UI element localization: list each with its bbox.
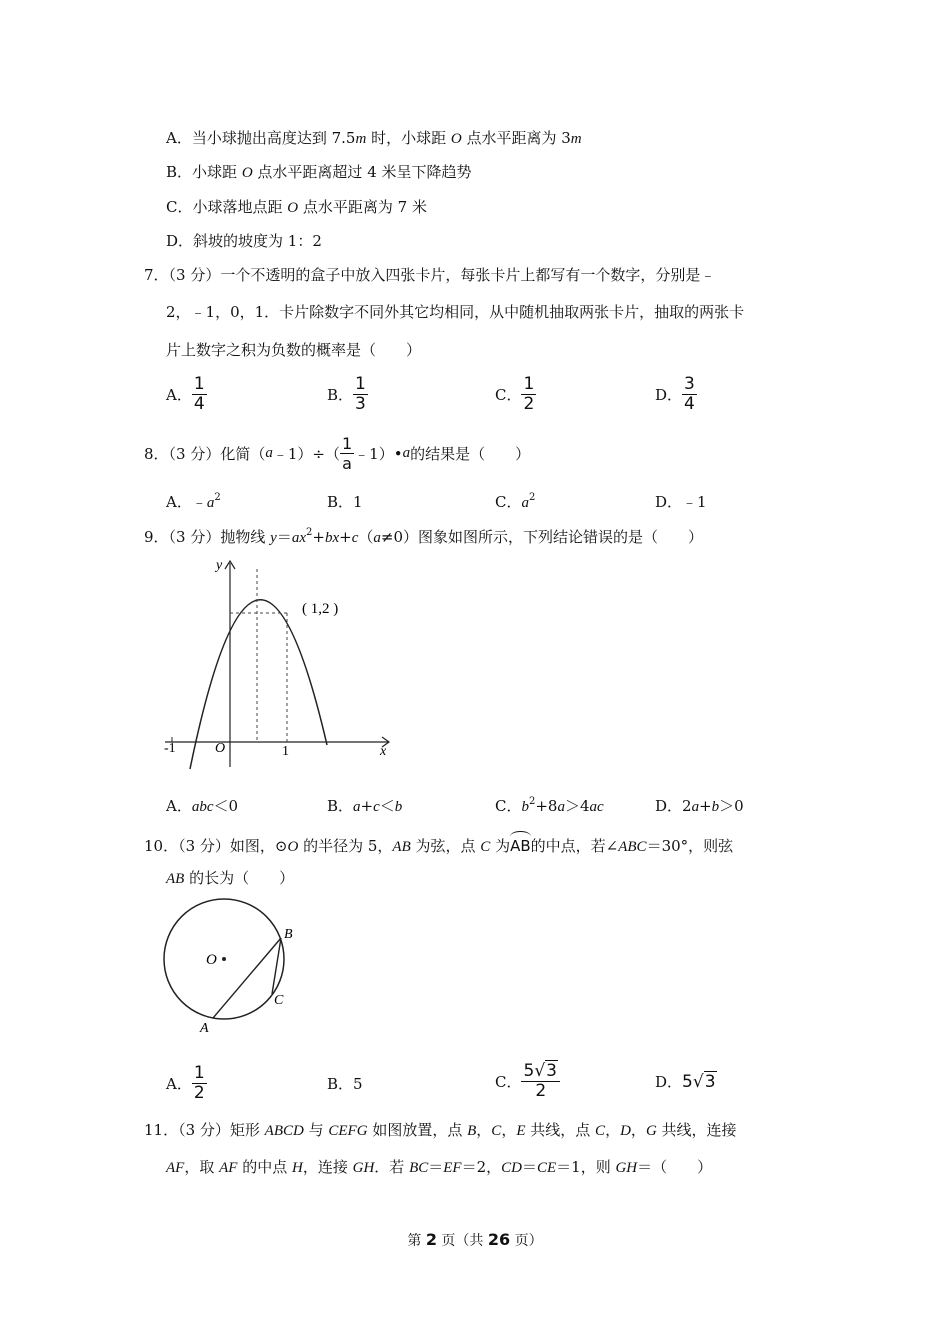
q7-option-a: A． $\frac{1}{4}$ xyxy=(166,374,205,414)
label-b: B xyxy=(284,927,293,942)
q8-option-a: A．$﹣a^2$ xyxy=(166,492,221,511)
q7-stem-line1: 7．（3 分）一个不透明的盒子中放入四张卡片，每张卡片上都写有一个数字，分别是﹣ xyxy=(144,266,716,284)
q11-stem-line1: 11．（3 分）矩形 ABCD 与 CEFG 如图放置，点 B，C，E 共线，点 C，D，G 共线，连接 xyxy=(144,1121,737,1139)
q8-stem: 8．（3 分）化简（a﹣1）÷（ $\frac{1}{a}$ ﹣1）•a的结果是（ ） xyxy=(144,434,531,473)
q10-option-d: D．5√3 xyxy=(655,1072,716,1092)
q7-stem-line3: 片上数字之积为负数的概率是（ ） xyxy=(166,341,422,359)
q10-option-a: A． $\frac{1}{2}$ xyxy=(166,1063,205,1103)
q10-option-b: B．5 xyxy=(327,1075,363,1093)
q6-option-d: D．斜坡的坡度为 1：2 xyxy=(166,232,322,250)
label-a: A xyxy=(200,1021,209,1036)
x-axis-label: x xyxy=(380,744,387,759)
page-footer: 第 2 页（共 26 页） xyxy=(407,1230,543,1249)
q11-stem-line2: AF，取 AF 的中点 H，连接 GH．若 BC＝EF＝2，CD＝CE＝1，则 GH＝（ ） xyxy=(166,1158,713,1176)
q10-option-c: C． $\frac{5√3}{2}$ xyxy=(495,1062,560,1101)
q9-option-a: A．abc＜0 xyxy=(166,797,239,815)
one-label: 1 xyxy=(282,744,289,759)
point-label: ( 1,2 ) xyxy=(302,601,339,617)
q9-option-d: D．2a+b＞0 xyxy=(655,797,744,815)
q10-stem-line1: 10．（3 分）如图，⊙O 的半径为 5，AB 为弦，点 C 为AB的中点，若∠ABC＝30°，则弦 xyxy=(144,830,733,857)
q6-option-c: C．小球落地点距 O 点水平距离为 7 米 xyxy=(166,198,427,216)
neg-one-label: -1 xyxy=(164,741,176,756)
q7-option-c: C． $\frac{1}{2}$ xyxy=(495,374,535,414)
origin-label: O xyxy=(215,741,226,756)
center-dot xyxy=(222,957,226,961)
q9-option-c: C．$b^2+8a>4ac$ xyxy=(495,796,604,815)
label-c: C xyxy=(274,993,284,1008)
y-axis-label: y xyxy=(216,558,223,573)
page-number: 2 xyxy=(425,1230,437,1249)
parabola-curve xyxy=(190,600,327,769)
q7-option-d: D． $\frac{3}{4}$ xyxy=(655,374,695,414)
q8-option-b: B．1 xyxy=(327,493,363,511)
q9-option-b: B．a+c＜b xyxy=(327,797,403,815)
circle-figure xyxy=(160,898,310,1038)
q10-stem-line2: AB 的长为（ ） xyxy=(166,869,295,887)
label-o: O xyxy=(206,952,217,968)
q8-option-c: C．$a^2$ xyxy=(495,492,536,511)
q9-stem: 9．（3 分）抛物线 $y=ax^2+bx+c(a\ne 0)$图象如图所示，下列结论错误的是（ ） xyxy=(144,527,703,546)
q6-option-b: B．小球距 O 点水平距离超过 4 米呈下降趋势 xyxy=(166,163,472,181)
q7-stem-line2: 2，﹣1，0，1．卡片除数字不同外其它均相同，从中随机抽取两张卡片，抽取的两张卡 xyxy=(166,303,745,321)
chord-ab xyxy=(213,938,281,1018)
page-total: 26 xyxy=(487,1230,511,1249)
parabola-graph xyxy=(160,555,400,775)
q7-option-b: B． $\frac{1}{3}$ xyxy=(327,374,366,414)
q8-option-d: D．﹣1 xyxy=(655,493,707,511)
q6-option-a: A．当小球抛出高度达到 7.5m 时，小球距 O 点水平距离为 3m xyxy=(166,129,582,147)
